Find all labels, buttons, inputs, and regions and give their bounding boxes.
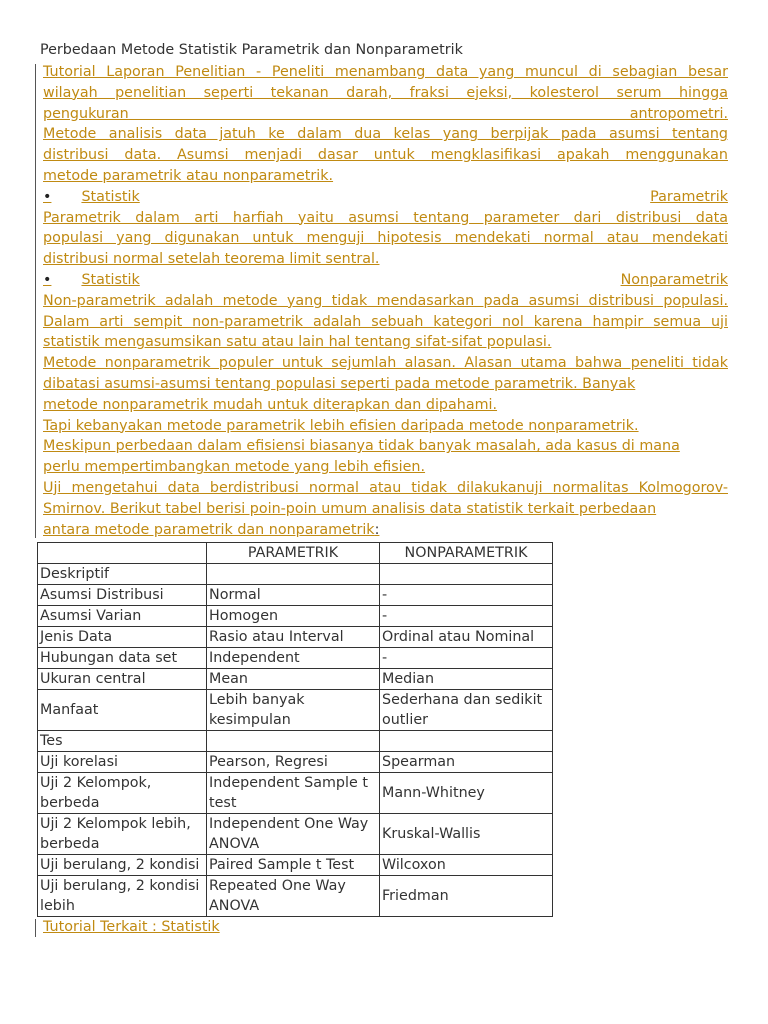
table-cell: Manfaat: [38, 690, 207, 731]
intro-line[interactable]: Tutorial Laporan Penelitian - Peneliti menambang data yang muncul di sebagian besar: [43, 64, 728, 80]
table-cell: -: [380, 585, 553, 606]
nonparametrik-last-link[interactable]: antara metode parametrik dan nonparametrik: [43, 521, 375, 538]
table-header-nonparametrik: NONPARAMETRIK: [380, 543, 553, 564]
table-cell: Mean: [207, 669, 380, 690]
table-cell: Hubungan data set: [38, 648, 207, 669]
page-title: Perbedaan Metode Statistik Parametrik dan Nonparametrik: [40, 42, 463, 58]
bullet-left-text[interactable]: Statistik: [81, 271, 140, 288]
table-cell: Jenis Data: [38, 627, 207, 648]
table-row: [38, 814, 553, 855]
table-cell: Uji berulang, 2 kondisi: [38, 855, 207, 876]
table-cell: -: [380, 648, 553, 669]
table-cell: Ukuran central: [38, 669, 207, 690]
table-cell: Friedman: [380, 876, 553, 917]
table-cell: Pearson, Regresi: [207, 752, 380, 773]
table-cell: Uji korelasi: [38, 752, 207, 773]
table-cell: Rasio atau Interval: [207, 627, 380, 648]
table-row: [38, 855, 553, 876]
table-cell: Wilcoxon: [380, 855, 553, 876]
parametrik-line[interactable]: Parametrik dalam arti harfiah yaitu asumsi tentang parameter dari distribusi data: [43, 209, 728, 226]
bullet-left-text[interactable]: Statistik: [81, 188, 140, 205]
bullet-right-text[interactable]: Nonparametrik: [620, 271, 728, 288]
table-header-row: [38, 543, 553, 564]
table-header-parametrik: PARAMETRIK: [207, 543, 380, 564]
table-cell: Asumsi Varian: [38, 606, 207, 627]
nonparametrik-line[interactable]: Uji mengetahui data berdistribusi normal atau tidak dilakukanuji normalitas Kolmogorov-: [43, 479, 728, 496]
table-cell: Lebih banyak kesimpulan: [207, 690, 380, 731]
table-row: [38, 773, 553, 814]
nonparametrik-line[interactable]: dibatasi asumsi-asumsi tentang populasi seperti pada metode parametrik. Banyak: [43, 375, 636, 392]
table-cell: Deskriptif: [38, 564, 207, 585]
comparison-table: [37, 542, 553, 917]
nonparametrik-line[interactable]: perlu mempertimbangkan metode yang lebih efisien.: [43, 459, 426, 476]
table-cell: [207, 731, 380, 752]
table-cell: [380, 731, 553, 752]
document-page: [40, 40, 728, 937]
table-cell: Independent Sample t test: [207, 773, 380, 814]
table-row: [38, 876, 553, 917]
table-row: [38, 627, 553, 648]
nonparametrik-line[interactable]: Smirnov. Berikut tabel berisi poin-poin umum analisis data statistik terkait perbedaan: [43, 500, 657, 517]
intro-line[interactable]: metode parametrik atau nonparametrik.: [43, 167, 334, 184]
table-row: [38, 669, 553, 690]
table-cell: Independent: [207, 648, 380, 669]
table-cell: Tes: [38, 731, 207, 752]
table-cell: Normal: [207, 585, 380, 606]
nonparametrik-line[interactable]: statistik mengasumsikan satu atau lain hal tentang sifat-sifat populasi.: [43, 334, 552, 351]
table-cell: Mann-Whitney: [380, 773, 553, 814]
nonparametrik-line-final: [40, 520, 728, 541]
table-cell: Sederhana dan sedikit outlier: [380, 690, 553, 731]
table-cell: Median: [380, 669, 553, 690]
nonparametrik-line[interactable]: Tapi kebanyakan metode parametrik lebih efisien daripada metode nonparametrik.: [43, 417, 639, 434]
bullet-right-text[interactable]: Parametrik: [650, 188, 728, 205]
parametrik-line[interactable]: populasi yang digunakan untuk menguji hipotesis mendekati normal atau mendekati: [43, 230, 728, 247]
nonparametrik-line[interactable]: metode nonparametrik mudah untuk diterapkan dan dipahami.: [43, 396, 498, 413]
table-row: [38, 564, 553, 585]
table-cell: Uji berulang, 2 kondisi lebih: [38, 876, 207, 917]
table-row: [38, 690, 553, 731]
table-row: [38, 585, 553, 606]
nonparametrik-line[interactable]: Non-parametrik adalah metode yang tidak mendasarkan pada asumsi distribusi populasi.: [43, 292, 728, 309]
table-cell: Asumsi Distribusi: [38, 585, 207, 606]
table-cell: Ordinal atau Nominal: [380, 627, 553, 648]
article-body: [40, 62, 728, 540]
table-row: [38, 648, 553, 669]
intro-line[interactable]: wilayah penelitian seperti tekanan darah, fraksi ejeksi, kolesterol serum hingga: [43, 84, 728, 101]
parametrik-line[interactable]: distribusi normal setelah teorema limit sentral.: [43, 251, 380, 268]
nonparametrik-line[interactable]: Dalam arti sempit non-parametrik adalah sebuah kategori nol karena hampir semua uji: [43, 313, 728, 330]
bullet-icon: •: [43, 188, 52, 205]
table-row: [38, 752, 553, 773]
nonparametrik-line[interactable]: Meskipun perbedaan dalam efisiensi biasanya tidak banyak masalah, ada kasus di mana: [43, 438, 680, 455]
table-row: [38, 731, 553, 752]
table-row: [38, 606, 553, 627]
table-cell: [207, 564, 380, 585]
bullet-icon: •: [43, 271, 52, 288]
table-cell: Independent One Way ANOVA: [207, 814, 380, 855]
nonparametrik-line[interactable]: Metode nonparametrik populer untuk sejumlah alasan. Alasan utama bahwa peneliti tidak: [43, 355, 728, 372]
table-cell: Repeated One Way ANOVA: [207, 876, 380, 917]
table-header-cell: [38, 543, 207, 564]
related-tutorial-link[interactable]: Tutorial Terkait : Statistik: [40, 917, 220, 937]
table-cell: Homogen: [207, 606, 380, 627]
table-cell: Uji 2 Kelompok lebih, berbeda: [38, 814, 207, 855]
intro-line[interactable]: distribusi data. Asumsi menjadi dasar untuk mengklasifikasi apakah menggunakan: [43, 147, 728, 164]
table-cell: -: [380, 606, 553, 627]
colon-text: :: [374, 521, 380, 538]
table-cell: Kruskal-Wallis: [380, 814, 553, 855]
bullet-statistik-nonparametrik[interactable]: [40, 270, 728, 291]
table-cell: Paired Sample t Test: [207, 855, 380, 876]
bullet-statistik-parametrik[interactable]: [40, 187, 728, 208]
table-cell: Spearman: [380, 752, 553, 773]
table-cell: Uji 2 Kelompok, berbeda: [38, 773, 207, 814]
intro-line[interactable]: Metode analisis data jatuh ke dalam dua kelas yang berpijak pada asumsi tentang: [43, 126, 728, 143]
intro-line[interactable]: pengukuran antropometri.: [43, 105, 728, 122]
table-cell: [380, 564, 553, 585]
